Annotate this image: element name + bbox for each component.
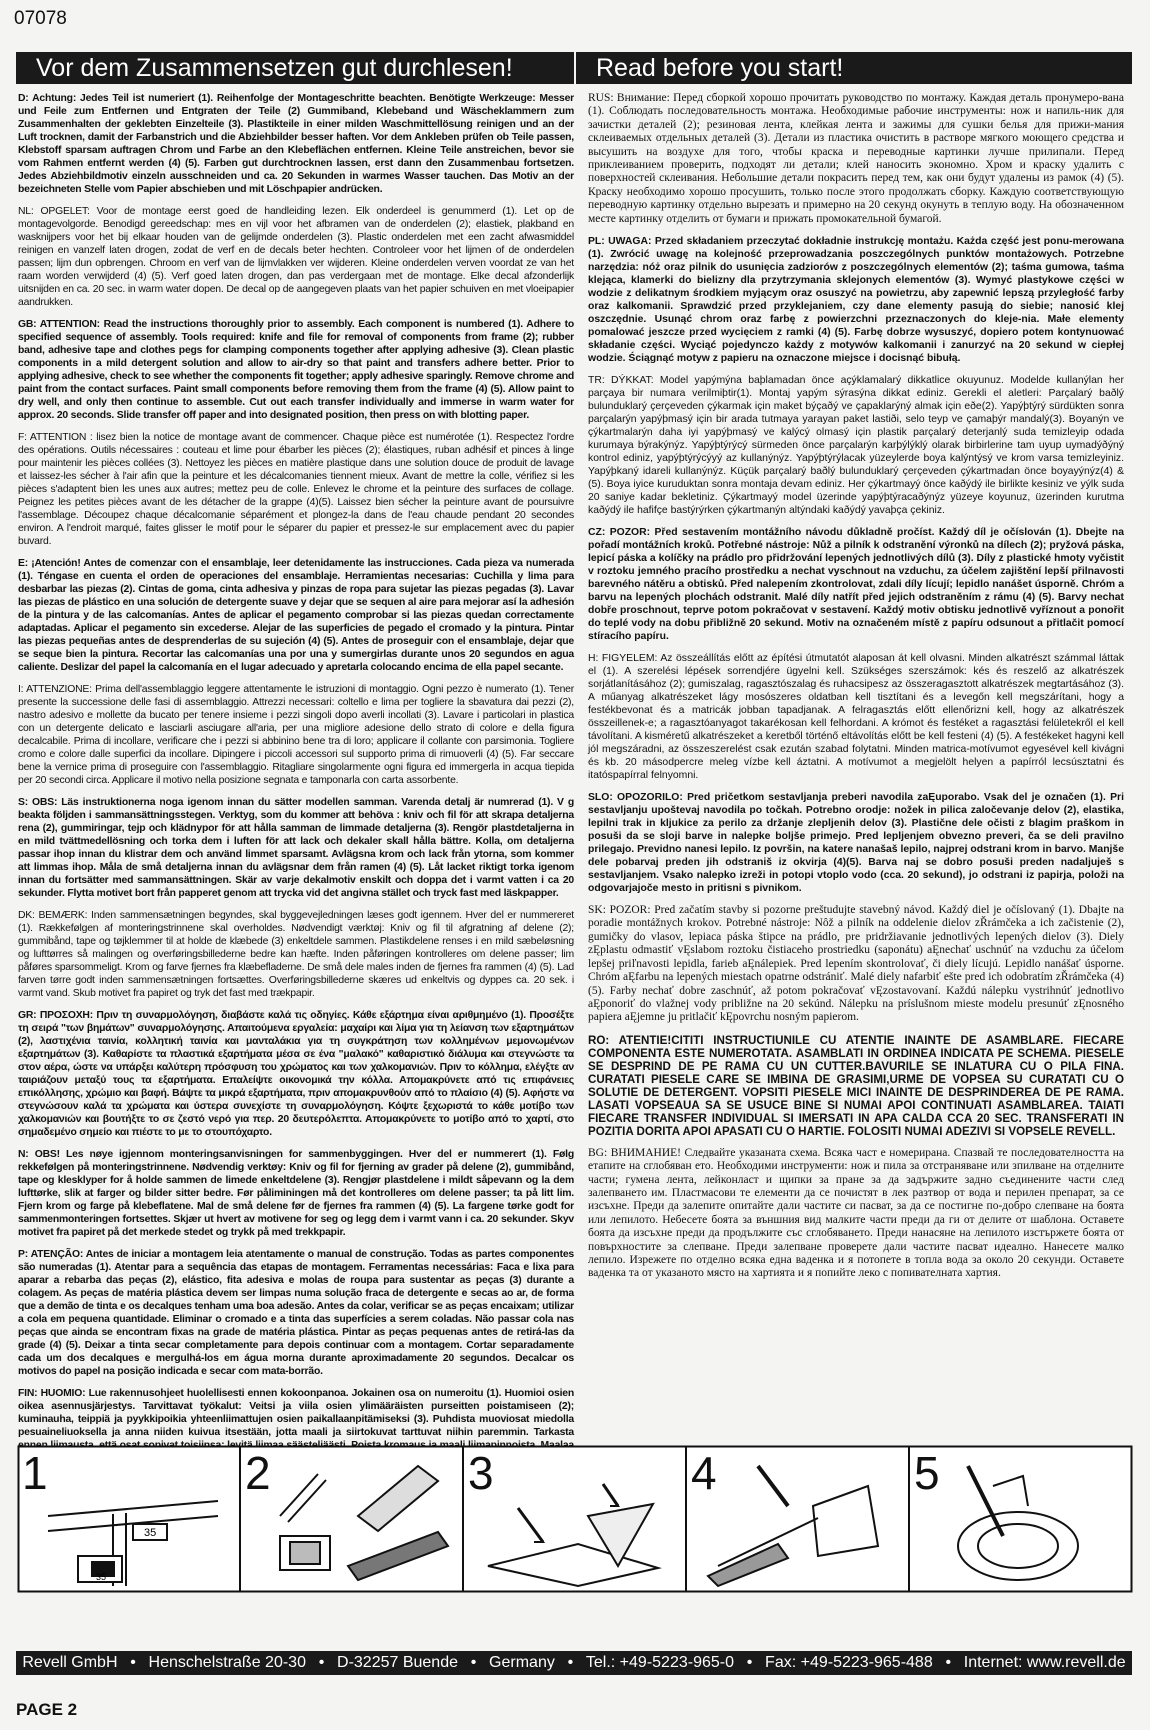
instruction-paragraph: N: OBS! Les nøye igjennom monteringsanvisningen for sammenbyggingen. Hver del er nummerert (1). Følg rekkefølgen på monteringstrinnene. Nødvendig verktøy: Kniv og fil for fjerning av grader på delene (2), gummibånd, tape og klesklyper for å holde sammen de limede enkeltdelene (3). Rengjør plastdelene i mildt såpevann og la dem lufttørke, slik at farger og bilder sitter bedre. Før påliminingen må det kontrolleres om delene passer; ta på litt lim. Fjern krom og farge på klebeflatene. Mal de små delene før de fjernes fra rammen (4) (5). La fargene tørke godt for sammenmonteringen fortsettes. Skjær ut hvert av motivene for seg og legg dem i varmt vann i ca. 20 sekunder. Skyv motivet fra papiret på det merkede stedet og trykk på med trekkpapir. (18, 1149, 574, 1238)
instruction-paragraph: P: ATENÇÃO: Antes de iniciar a montagem leia atentamente o manual de construção. Todas as partes componentes são numeradas (1). Atentar para a sequência das etapas de montagem. Ferramentas necessárias: Faca e lixa para aparar a rebarba das peças (2), elástico, fita adesiva e molas de roupa para sustentar as peças (3) durante a colagem. As peças de matéria plástica devem ser limpas numa solução fraca de detergente e secas ao ar, de forma que a demão de tinta e os decalques tenham uma boa adesão. Antes da colar, verificar se as peças encaixam; utilizar a cola em pequena quantidade. Eliminar o cromado e a tinta das superfícies a serem coladas. Não passar cola nas peças que ainda se encontram fixas na grade de matéria plástica. Pintar as peças pequenas antes de retirá-las da grade (4) (5). Deixar a tinta secar completamente para depois continuar com a montagem. Cortar separadamente cada um dos decalques e mergulhá-los em água morna durante aproximadamente 20 segundos. Decalcar os motivos do papel na posição indicada e secar com mata-borrão. (18, 1249, 574, 1377)
step1-tag-a: 35 (144, 1527, 157, 1539)
instruction-paragraph: F: ATTENTION : lisez bien la notice de montage avant de commencer. Chaque pièce est numérotée (1). Respectez l'ordre des opérations. Outils nécessaires : couteau et lime pour ébarber les pièces (2); élastiques, ruban adhésif et pinces à linge pour maintenir les pièces collées (3). Nettoyez les pièces en matière plastique dans une solution douce de produit de lavage et laissez-les sécher à l'air afin que la peinture et les décalcomanies tiennent mieux. Avant de mettre la colle, vérifiez si les pièces s'adaptent bien les unes aux autres; mettez peu de colle. Enlevez le chrome et la peinture des surfaces de collage. Peignez les petites pièces avant de les détacher de la grappe (4)(5). Laissez bien sécher la peinture avant de poursuivre l'assemblage. Découpez chaque décalcomanie séparément et plongez-la dans de l'eau chaude pendant 20 secondes environ. A l'endroit marqué, faites glisser le motif pour le séparer du papier et pressez-le sur emplacement avec du papier buvard. (18, 432, 574, 547)
kit-number: 07078 (14, 8, 67, 29)
instruction-paragraph: RUS: Внимание: Перед сборкой хорошо прочитать руководство по монтажу. Каждая деталь пронумеро-вана (1). Соблюдать последовательность монтажа. Необходимые рабочие инструменты: нож и напиль-ник для зачистки деталей (2); резиновая лента, клейкая лента и зажимы для сушки белья для прижи-мания склеиваемых отдельных деталей (3). Детали из пластика очистить в растворе мягкого моющего средства и высушить на воздухе для того, чтобы краска и переводные картинки лучше прилипали. Перед приклеиванием проверить, подходят ли детали; клей наносить экономно. Хром и краску удалить с поверхностей склеивания. Небольшие детали покрасить перед тем, как они будут удалены из рамок (4) (5). Краску необходимо хорошо просушить, только после этого продолжать сборку. Каждую соответствующую переводную картинку отдельно вырезать и примерно на 20 секунд окунуть в теплую воду. На обозначенном месте картинку отделить от бумаги и прижать промокательной бумагой. (588, 92, 1124, 225)
instruction-paragraph: D: Achtung: Jedes Teil ist numeriert (1). Reihenfolge der Montageschritte beachten. Benötigte Werkzeuge: Messer und Feile zum Entfernen und Entgraten der Teile (2) Gummiband, Klebeband und Wäscheklammern zum Zusammenhalten der geklebten Einzelteile (3). Plastikteile in einer milden Waschmittellösung reinigen und an der Luft trocknen, damit der Farbanstrich und die Abziehbilder besser haften. Vor dem Ankleben prüfen ob Teile passen, Klebstoff sparsam auftragen Chrom und Farbe an den Klebeflächen entfernen. Kleine Teile anstreichen, bevor sie vom Rahmen entfernt werden (4) (5). Farben gut durchtrocknen lassen, erst dann den Zusammenbau fortsetzen. Jedes Abziehbildmotiv einzeln ausschneiden und ca. 20 Sekunden in warmes Wasser tauchen. Das Motiv an der bezeichneten Stelle vom Papier abschieben und mit Löschpapier andrücken. (18, 93, 574, 195)
instruction-paragraph: TR: DÝKKAT: Model yapýmýna baþlamadan önce açýklamalarý dikkatlice okuyunuz. Modelde kullanýlan her parçaya bir numara verilmiþtir(1). Montaj yapým sýrasýna dikkat ediniz. Gerekli el aletleri: Parçalarý baðlý bulunduklarý çerçeveden çýkarmak için maket býçaðý ve çapaklarýný almak için eðe(2). Yapýþtýrý sürdükten sonra parçalarýn yapýþmasý için bir arada tutmaya yarayan paket lastiði, selo teyp ve çamaþýr mandalý(3). Boyanýn ve çýkartmalarýn daha iyi yapýþmasý ve kalýcý olmasý için plastik parçalarý deterjanlý suda temizleyip odada kurumaya býrakýnýz. Yapýþtýrýcý sürmeden önce parçalarýn karþýlýklý olarak birbirlerine tam uyup uymadýðýný kontrol ediniz, yapýþtýrýcýyý az kullanýnýz. Yapýþtýrýlacak yüzeylerde boya kalýntýsý ve krom varsa temizleyiniz. Yapýþkaný idareli kullanýnýz. Küçük parçalarý baðlý bulunduklarý çerçeveden çýkartmadan önce boyayýnýz(4) & (5). Boya iyice kuruduktan sonra montaja devam ediniz. Her çýkartmayý önce kaðýdý ile birlikte kesiniz ve yýlk suda 20 saniye kadar bekletiniz. Çýkartmayý model üzerinde yapýþtýracaðýnýz yüzeye koyunuz, üzerinden kurutma kaðýdý ile hafifçe bastýrýrken çýkartmanýn altýndaki kaðýdý yavaþça çekiniz. (588, 375, 1124, 517)
instruction-paragraph: CZ: POZOR: Před sestavením montážního návodu důkladně pročíst. Každý díl je očíslován (1). Dbejte na pořadí montážních kroků. Potřebné nástroje: Nůž a pilník k odstranění výronků na dílech (2); pryžová páska, lepicí páska a kolíčky na prádlo pro přidržování lepených jednotlivých dílů (3). Díly z plastické hmoty vyčistit v roztoku jemného pracího prostředku a nechat vyschnout na vzduchu, za účelem zajištění lepší přilnavosti barevného nátěru a obtisků. Před nalepením zkontrolovat, zdali díly lícují; lepidlo nanášet úsporně. Chróm a barvu na lepených plochách odstranit. Malé díly natřít před jejich odstraněním z rámu (4) (5). Barvy nechat dobře proschnout, teprve potom pokračovat v sestavení. Každý motiv obtisku jednotlivě vyříznout a ponořit do teplé vody na dobu přibližně 20 sekund. Motiv na označeném místě z papíru odsunout a přitlačit pomocí stíracího papíru. (588, 527, 1124, 643)
footer-fax: Fax: +49-5223-965-488 (765, 1654, 933, 1671)
footer-street: Henschelstraße 20-30 (148, 1654, 306, 1671)
title-banner-english: Read before you start! (576, 52, 1132, 84)
title-banner-german: Vor dem Zusammensetzen gut durchlesen! (16, 52, 574, 84)
step-3 (464, 1446, 686, 1592)
instruction-paragraph: E: ¡Atención! Antes de comenzar con el ensamblaje, leer detenidamente las instrucciones. Cada pieza va numerada (1). Téngase en cuenta el orden de operaciones del ensamblaje. Herramientas necesarias: Cuchilla y lima para desbarbar las piezas (2). Cintas de goma, cinta adhesiva y pinzas de ropa para sujetar las piezas pegadas (3). Lavar las piezas de plástico en una solución de detergente suave y dejar que se sequen al aire para mejorar así la adhesión de la pintura y de las calcomanías. Antes de aplicar el pegamento comprobar si las piezas quedan correctamente adaptadas. Aplicar el pegamento sin excederse. Alejar de las superficies de pegado el cromado y la pintura. Pintar las piezas pequeñas antes de desprenderlas de su sujeción (4) (5). Antes de proseguir con el ensamblaje, dejar que se seque bien la pintura. Recortar las calcomanías una por una y sumergirlas durante unos 20 segundos en agua caliente. Deslizar del papel la calcomanía en el lugar adecuado y apretarla colocando encima de ella papel secante. (18, 558, 574, 673)
page-number: PAGE 2 (16, 1700, 78, 1719)
instruction-paragraph: I: ATTENZIONE: Prima dell'assemblaggio leggere attentamente le istruzioni di montaggio. Ogni pezzo è numerato (1). Tener presente la successione delle fasi di assemblaggio. Attrezzi necessari: coltello e lima per togliere la sbavatura dai pezzi (2), nastro adesivo e mollette da bucato per tenere insieme i pezzi singoli dopo averli incollati (3). Lavare i particolari in plastica con un detergente delicato e lasciarli asciugare all'aria, per una migliore adesione dello strato di colore e della figura decalcabile. Prima di incollare, verificare che i pezzi si abbinino bene tra di loro; applicare il collante con parsimonia. Togliere cromo e colore dalle superfici da incollare. Dipingere i piccoli accessori sul supporto prima di rimuoverli (4) (5). Far seccare bene la vernice prima di proseguire con l'assemblaggio. Ritagliare singolarmente ogni figura ed immergerla in acqua tiepida per 20 secondi circa. Applicare il motivo nella posizione segnata e tamponarla con carta assorbente. (18, 684, 574, 786)
company-footer: Revell GmbH • Henschelstraße 20-30 • D-32257 Buende • Germany • Tel.: +49-5223-965-0 • Fax: +49-5223-965-488 • Internet: www.revell.de (16, 1651, 1132, 1675)
footer-country: Germany (489, 1654, 555, 1671)
step-2 (241, 1446, 463, 1592)
step-number: 1 (22, 1447, 48, 1499)
step-number: 2 (245, 1447, 271, 1499)
instruction-paragraph: NL: OPGELET: Voor de montage eerst goed de handleiding lezen. Elk onderdeel is genummerd (1). Let op de montagevolgorde. Benodigd gereedschap: mes en vijl voor het afbramen van de onderdelen (2); elastiek, plakband en wasknijpers voor het bij elkaar houden van de gelijmde onderdelen (3). Plastic onderdelen met een zacht afwasmiddel reinigen en vanzelf laten drogen, zodat de verf en de decals beter hechten. Controleer voor het lijmen of de onderdelen passen; lijm dun opbrengen. Chroom en verf van de lijmvlakken ver wijderen. Kleine onderdelen verven voordat ze van het raam worden verwijderd (4) (5). Verf goed laten drogen, dan pas verdergaan met de montage. Elke decal afzonderlijk uitsnijden en ca. 20 sec. in warm water dopen. De decal op de aangegeven plaats van het papier schuiven en met vloeipapier aandrukken. (18, 206, 574, 308)
instructions-left-column (18, 92, 574, 1438)
instructions-right-column (588, 92, 1124, 1427)
step-4 (687, 1446, 909, 1592)
step-number: 4 (691, 1447, 717, 1499)
footer-phone: Tel.: +49-5223-965-0 (585, 1654, 734, 1671)
instruction-paragraph: RO: ATENTIE!CITITI INSTRUCTIUNILE CU ATENTIE INAINTE DE ASAMBLARE. FIECARE COMPONENTA ESTE NUMEROTATA. ASAMBLATI IN ORDINEA INDICATA PE SCHEMA. PIESELE SE DESPRIND DE PE RAMA CU UN CUTTER.BAVURILE SE INLATURA CU O PILA FINA. CURATATI PIESELE CARE SE IMBINA DE GRASIMI,URME DE VOPSEA SU CURATATI CU O SOLUTIE DE DETERGENT. VOPSITI PIESELE MICI INAINTE DE DESPRINDEREA DE PE RAMA. LASATI VOPSEAUA SA SE USUCE BINE SI NUMAI APOI CONTINUATI ASAMBLAREA. TAIATI FIECARE TRANSFER INDIVIDUAL SI IMERSATI IN APA CALDA CCA 20 SEC. TRANSFERATI IN POZITIA DORITA APOI APASATI CU O HARTIE. FOLOSITI NUMAI ADEZIVI SI VOPSELE REVELL. (588, 1033, 1124, 1138)
step-number: 3 (468, 1447, 494, 1499)
instruction-paragraph: BG: ВНИМАНИЕ! Следвайте указаната схема. Всяка част е номерирана. Спазвай те последователността на етапите на сглобяван ето. Необходими инструменти: нож и пила за отстраняване или зпилване на отделните части; гумена лента, лейконласт и щипки за пране за да задържите задно съединените части след залепването им. Пластмасови те елементи да се почистят в лек разтвор от вода и перилен препарат, за се изсъхне. Преди да залепите опитайте дали частите си пасват, за да се постигне по-добро слепване на боята или лепилото. Небесете боята за външния вид малките части преди да ги от делите от шаблона. Оставете боята да изсъхне преди да продължите със сглобяването. Преди нанасяне на лепилото изстържете боята от повърхностите за слепване. Преди залепване проверете дали частите пасват идеално. Нанесете малко лепило. Изрежете по отделно всяка една ваденка и я потопете в топла вода за около 20 секунди. Оставете ваденка та от указаното място на хартията и я попийте леко с попивателната хартия. (588, 1146, 1124, 1280)
instruction-paragraph: FIN: HUOMIO: Lue rakennusohjeet huolellisesti ennen kokoonpanoa. Jokainen osa on numeroitu (1). Huomioi osien oikea asennusjärjestys. Tarvittavat työkalut: Veitsi ja viila osien ylimääräisten purseitten poistamiseen (2); kuminauha, teippiä ja pyykkipoikia yhteenliimattujen osien paikallaanpitämiseksi (3). Puhdista muoviosat miedolla pesuaineliuoksella ja anna niiden kuivua itsestään, jotta maali ja siirtokuvat tarttuvat niihin paremmin. Tarkasta (18, 1388, 574, 1438)
instruction-paragraph: H: FIGYELEM: Az összeállítás előtt az építési útmutatót alaposan át kell olvasni. Minden alkatrészt számmal láttak el (1). A szerelési lépések sorrendjére ügyelni kell. Szükséges szerszámok: kés és reszelő az alkatrészek sorjátlanításához (2); gumiszalag, ragasztószalag és ruhacsipesz az összeragasztott alkatrészek megtartásához (3). A műanyag alkatrészeket lágy mosószeres oldatban kell tisztítani és a levegőn kell megszárítani, hogy a festékbevonat és a matricák jobban tapadjanak. A felragasztás előtt ellenőrizni kell, hogy az alkatrészek összeillenek-e; a ragasztóanyagot takarékosan kell felhordani. A krómot és festéket a ragasztási felületekről el kell távolítani. A kisméretű alkatrészeket a keretből történő eltávolítás előtt be kell festeni (4) (5). A festékeket hagyni kell jól megszáradni, az összeszerelést csak ezután szabad folytatni. Minden matrica-motívumot egyesével kell kivágni és kb. 20 másodpercre meleg vízbe kell áztatni. A motívumot a megjelölt helyen a papírról lecsúsztatni és itatóspapírral felnyomni. (588, 653, 1124, 782)
step1-tag-b: 35 (96, 1572, 107, 1582)
footer-website-link[interactable]: Internet: www.revell.de (963, 1654, 1126, 1671)
instruction-paragraph: GB: ATTENTION: Read the instructions thoroughly prior to assembly. Each component is numbered (1). Adhere to specified sequence of assembly. Tools required: knife and file for removal of components from frame (2); rubber band, adhesive tape and clothes pegs for clamping components together after applying adhesive (3). Clean plastic components in a mild detergent solution and allow to air-dry so that paint and transfers adhere better. Prior to applying adhesive, check to see whether the components fit together; apply adhesive sparingly. Remove chrome and paint from the contact surfaces. Paint small components before removing them from the frame (4) (5). Allow paint to dry well, and only then continue to assemble. Cut out each transfer individually and immerse in warm water for approx. 20 seconds. Slide transfer off paper and into designated position, then press on with blotting paper. (18, 319, 574, 421)
footer-company: Revell GmbH (22, 1654, 118, 1671)
step-number: 5 (914, 1447, 940, 1499)
instruction-paragraph: DK: BEMÆRK: Inden sammensætningen begyndes, skal byggevejledningen læses godt igennem. Hver del er nummereret (1). Rækkefølgen af monteringstrinnene skal overholdes. Nødvendigt værktøj: Kniv og fil til afgratning af delene (2); gummibånd, tape og tøjklemmer til at holde de klæbede (3) enkeltdele sammen. Plastikdelene renses i en mild sæbeløsning og lufttørres så malingen og overføringsbillederne bedre kan hæfte. Inden påføringen kontrolleres om delene passer; lim påføres sparsommeligt. Krom og farve fjernes fra klæbefladerne. De små dele males inden de fjernes fra rammen (4) (5). Lad farven tørre godt inden sammensætningen fortsættes. Overføringsbillederne skæres ud enkeltvis og dyppes ca. 20 sek. i varmt vand. Skub motivet fra papiret og tryk det fast med trækpapir. (18, 910, 574, 999)
instruction-paragraph: S: OBS: Läs instruktionerna noga igenom innan du sätter modellen samman. Varenda detalj är numrerad (1). V g beakta följden i sammansättningsstegen. Verktyg, som du kommer att behöva : kniv och fil för att skrapa detaljerna rena (2), gummiringar, tejp och klädnypor för att hålla samman de limmade detaljerna (3). Rengör plastdetaljerna in en mild tvättmedellösning och torka dem i luften för att lack och dekaler skall hålla bättre. Kolla, om detaljerna passar ihop innan du klistrar dem och använd limmet sparsamt. Avlägsna krom och lack från ytorna, som kommer att limmas ihop. Måla de små detaljerna innan du avlägsnar dem från ramen (4) (5). Låt lacket riktigt torka igenom innan du fortsätter med sammansättningen. Skär av varje dekalmotiv enskilt och doppa det i varmt vatten i ca 20 sekunder. Flytta motivet bort från papperet genom att trycka vid det angivna stället och tryck fast med läskpapper. (18, 797, 574, 899)
instruction-paragraph: PL: UWAGA: Przed składaniem przeczytać dokładnie instrukcję montażu. Każda część jest ponu-merowana (1). Zwrócić uwagę na kolejność przeprowadzania poszczególnych punktów montażowych. Potrzebne narzędzia: nóż oraz pilnik do usunięcia zadziorów z poszczególnych elementów (2); taśma gumowa, taśma klejąca, klamerki do bielizny dla przytrzymania sklejonych elementów (3). Wymyć plastykowe części w wodzie z delikatnym środkiem myjącym oraz osuszyć na powietrzu, aby zapewnić lepszą przyległość farby oraz kalkomanii. Sprawdzić przed przyklejaniem, czy dane elementy pasują do siebie; nanosić klej oszczędnie. Usunąć chrom oraz farbę z powierzchni przeznaczonych do kleje-nia. Małe elementy pomalować jeszcze przed wycięciem z ramki (4) (5). Farbę dobrze wysuszyć, dopiero potem kontynuować składanie części. Wyciąć pojedynczo każdy z motywów kalkomanii i zanurzyć na 20 sekund w ciepłej wodzie. Ściągnąć motyw z papieru na oznaczone miejsce i docisnąć bibułą. (588, 236, 1124, 365)
instruction-paragraph: SK: POZOR: Pred začatím stavby si pozorne preštudujte stavebný návod. Každý diel je očíslovaný (1). Dbajte na poradie montážnych krokov. Potrebné nástroje: Nôž a pilník na oddelenie dielov zŘrámčeka a ich začistenie (2), gumičky do vlasov, lepiaca páska štipce na prádlo, pre pridržiavanie jednotlivých lepených dielov (3). Diely zĘplastu odmastiť vĘslabom roztoku čistiaceho prostriedku (saponátu) aĘnechať uschnúť na vzduchu za účelom lepšej priľnavosti lepidla, farieb aĘnálepiek. Pred lepením skontrolovať, či diely lícujú. Lepidlo nanášať úsporne. Chróm aĘfarbu na lepených miestach opatrne odstrániť. Malé diely nafarbiť ešte pred ich odobratím zŘrámčeka (4) (5). Farby nechať dobre zaschnúť, až potom pokračovať vĘzostavovaní. Každú nálepku vystrihnúť jednotlivo aĘponoriť do vlažnej vody približne na 20 sekúnd. Nálepku na príslušnom mieste modelu presunúť zĘnosného papiera aĘjemne ju pritlačiť kĘpovrchu nosným papierom. (588, 904, 1124, 1024)
instruction-paragraph: SLO: OPOZORILO: Pred pričetkom sestavljanja preberi navodila zaĘuporabo. Vsak del je označen (1). Pri sestavljanju upoštevaj navodila po točkah. Potrebno orodje: nožek in pilica zaločevanje delov (2), elastika, lepilni trak in kljukice za perilo za držanje zlepljenih delov (3). Plastične dele očisti z blagim praškom in posuši da se sloji barve in nalepke boljše primejo. Pred lepljenjem obvezno preveri, ča se deli pravilno prilegajo. Previdno nanesi lepilo. Iz površin, na katere nanašaš lepilo, najprej odstrani krom in barvo. Manjše dele pobarvaj preden jih odstraniš iz okvirja (4)(5). Barva naj se dobro posuši preden nadaljuješ s sestavljanjem. Vsako nalepko izreži in potopi vtoplo vodo (cca. 20 sekund), jo odstrani iz papirja, položi na odgovarjajoče mesto in pritisni s pivnikom. (588, 792, 1124, 895)
instruction-paragraph: GR: ΠΡΟΣΟΧΗ: Πριν τη συναρμολόγηση, διαβάστε καλά τις οδηγίες. Κάθε εξάρτημα είναι αριθμημένο (1). Προσέξτε τη σειρά "των βημάτων" συναρμολόγησης. Απαιτούμενα εργαλεία: μαχαίρι και λίμα για τη λείανση των εξαρτημάτων (2), λαστιχένια ταινία, κολλητική ταινία και μανταλάκια για τη συγκράτηση των κολλημένων μεμονωμένων εξαρτημάτων (3). Καθαρίστε τα πλαστικά εξαρτήματα μέσα σε ένα "μαλακό" καθαριστικό διάλυμα και στεγνώστε τα στον αέρα, ώστε να υπάρξει καλύτερη πρόσφυση του χρώματος και των χαλκομανιών. Πριν το κόλλημα, ελέγξτε αν ταιριάζουν μεταξύ τους τα εξαρτήματα. Επαλείψτε οικονομικά την κόλλα. Απομακρύνετε από τις επιφάνειες επικόλλησης, χρώμιο και βαφή. Βάψτε τα μικρά εξαρτήματα, πριν απομακρυνθούν από το πλαίσιο (4) (5). Αφήστε να στεγνώσουν καλά τα χρώματα και ύστερα συνεχίστε τη συναρμολόγηση. Κόψτε ξεχωριστά το κάθε μοτίβο των χαλκομανιών και βουτήξτε το σε ζεστό νερό για περ. 20 δευτερόλεπτα. Απομακρύνετε το μοτίβο από το χαρτί, στο σημαδεμένο σημείο και πιέστε το με το στουπόχαρτο. (18, 1010, 574, 1138)
step-5 (910, 1446, 1132, 1592)
footer-city: D-32257 Buende (337, 1654, 458, 1671)
assembly-steps-illustration (18, 1446, 1132, 1592)
step-1 (18, 1446, 240, 1592)
